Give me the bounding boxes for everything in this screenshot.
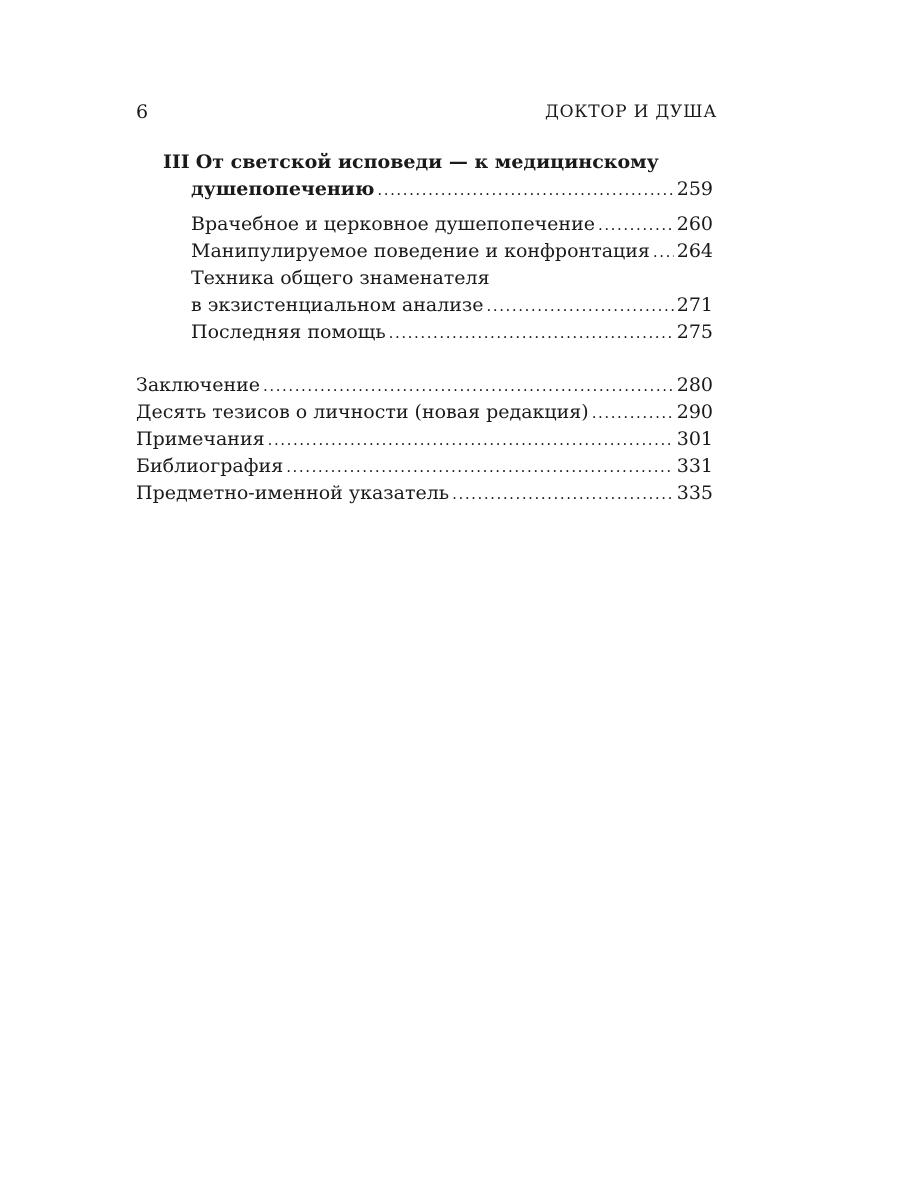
entry-title: Примечания: [136, 428, 265, 450]
dot-leader: [598, 211, 674, 239]
entry-page: 335: [676, 482, 713, 504]
dot-leader: [377, 176, 673, 204]
toc-section-3[interactable]: [136, 149, 713, 203]
toc-entry[interactable]: [136, 238, 713, 265]
toc-entry[interactable]: [136, 426, 713, 453]
subsection-list: [136, 211, 713, 346]
entry-title: Десять тезисов о личности (новая редакция): [136, 401, 589, 423]
entry-title: Врачебное и церковное душепопечение: [191, 213, 595, 235]
entry-page: 260: [676, 213, 713, 235]
entry-page: 275: [676, 321, 713, 343]
toc-entry[interactable]: [136, 480, 713, 507]
dot-leader: [487, 292, 674, 320]
entry-page: 290: [676, 401, 713, 423]
entry-title-line2: в экзистенциальном анализе: [191, 294, 484, 316]
toc-entry[interactable]: [136, 372, 713, 399]
dot-leader: [452, 480, 674, 508]
entry-page: 271: [676, 294, 713, 316]
running-head: ДОКТОР И ДУША: [544, 102, 717, 122]
toc-entry[interactable]: [136, 265, 713, 319]
entry-title: Манипулируемое поведение и конфронтация: [191, 240, 650, 262]
entry-page: 301: [676, 428, 713, 450]
entry-page: 264: [676, 240, 713, 262]
page-number: 6: [136, 101, 149, 123]
toc-entry[interactable]: [136, 399, 713, 426]
section-page: 259: [676, 178, 713, 200]
dot-leader: [389, 319, 674, 347]
dot-leader: [268, 426, 674, 454]
entry-page: 331: [676, 455, 713, 477]
dot-leader: [286, 453, 674, 481]
entry-title: Заключение: [136, 374, 261, 396]
toc-entry[interactable]: [136, 453, 713, 480]
section-numeral: III: [163, 151, 190, 173]
toc-entry[interactable]: [136, 211, 713, 238]
dot-leader: [592, 399, 674, 427]
entry-page: 280: [676, 374, 713, 396]
entry-title-line1: Техника общего знаменателя: [191, 267, 490, 289]
back-matter-list: [136, 372, 713, 507]
section-title-line1: От светской исповеди — к медицинскому: [195, 151, 659, 173]
entry-title: Предметно-именной указатель: [136, 482, 450, 504]
table-of-contents: [136, 149, 713, 507]
dot-leader: [653, 238, 674, 266]
entry-title: Библиография: [136, 455, 284, 477]
section-title-line2: душепопечению: [191, 178, 375, 200]
toc-entry[interactable]: [136, 319, 713, 346]
dot-leader: [263, 372, 674, 400]
entry-title: Последняя помощь: [191, 321, 386, 343]
